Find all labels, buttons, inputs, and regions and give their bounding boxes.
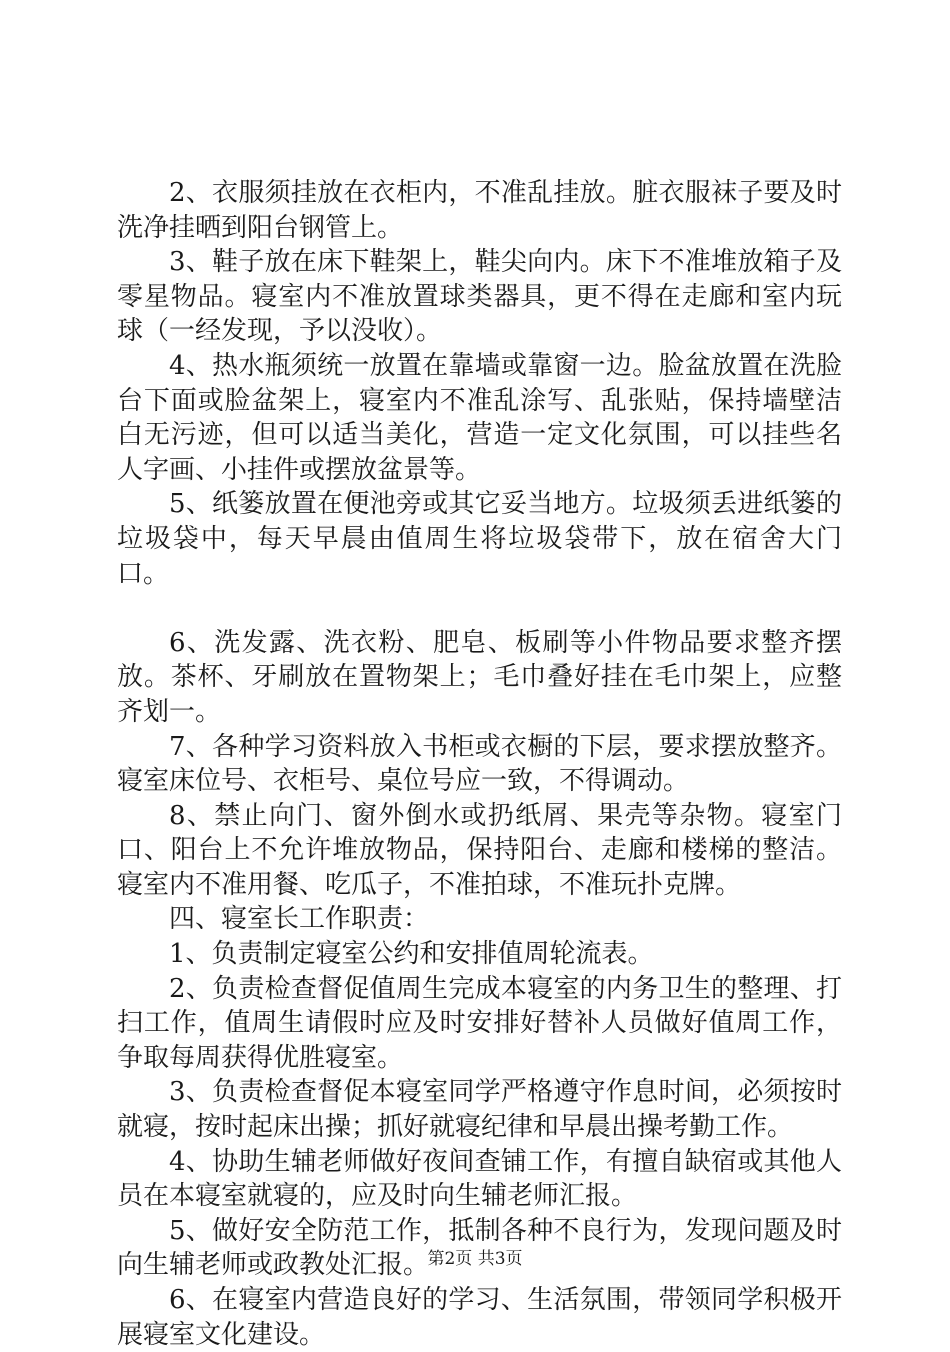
rule-item-6-toiletries: 6、洗发露、洗衣粉、肥皂、板刷等小件物品要求整齐摆放。茶杯、牙刷放在置物架上；毛巾叠好挂在毛巾架上，应整齐划一。 <box>117 627 842 727</box>
duty-item-4: 4、协助生辅老师做好夜间查铺工作，有擅自缺宿或其他人员在本寝室就寝的，应及时向生辅老师汇报。 <box>117 1146 842 1212</box>
duty-item-1: 1、负责制定寝室公约和安排值周轮流表。 <box>169 939 654 970</box>
section-heading-dorm-leader-duties: 四、寝室长工作职责： <box>169 904 430 935</box>
rule-item-4-thermos: 4、热水瓶须统一放置在靠墙或靠窗一边。脸盆放置在洗脸台下面或脸盆架上，寝室内不准乱涂写、乱张贴，保持墙壁洁白无污迹，但可以适当美化，营造一定文化氛围，可以挂些名人字画、小挂件或摆放盆景等。 <box>117 350 842 485</box>
duty-item-2: 2、负责检查督促值周生完成本寝室的内务卫生的整理、打扫工作，值周生请假时应及时安排好替补人员做好值周工作，争取每周获得优胜寝室。 <box>117 973 842 1073</box>
rule-item-7-study-materials: 7、各种学习资料放入书柜或衣橱的下层，要求摆放整齐。寝室床位号、衣柜号、桌位号应一致，不得调动。 <box>117 731 842 797</box>
rule-item-8-prohibitions: 8、禁止向门、窗外倒水或扔纸屑、果壳等杂物。寝室门口、阳台上不允许堆放物品，保持阳台、走廊和楼梯的整洁。寝室内不准用餐、吃瓜子，不准拍球，不准玩扑克牌。 <box>117 800 842 900</box>
duty-item-6: 6、在寝室内营造良好的学习、生活氛围，带领同学积极开展寝室文化建设。 <box>117 1285 842 1350</box>
document-body <box>117 176 842 1352</box>
duty-item-3: 3、负责检查督促本寝室同学严格遵守作息时间，必须按时就寝，按时起床出操；抓好就寝纪律和早晨出操考勤工作。 <box>117 1077 842 1143</box>
rule-item-3-shoes: 3、鞋子放在床下鞋架上，鞋尖向内。床下不准堆放箱子及零星物品。寝室内不准放置球类器具，更不得在走廊和室内玩球（一经发现，予以没收）。 <box>117 247 842 347</box>
page-number-footer: 第2页 共3页 <box>427 1249 523 1269</box>
rule-item-2-clothes: 2、衣服须挂放在衣柜内，不准乱挂放。脏衣服袜子要及时洗净挂晒到阳台钢管上。 <box>117 178 842 243</box>
rule-item-5-wastebasket: 5、纸篓放置在便池旁或其它妥当地方。垃圾须丢进纸篓的垃圾袋中，每天早晨由值周生将垃圾袋带下，放在宿舍大门口。 <box>117 489 842 589</box>
duty-item-5: 5、做好安全防范工作，抵制各种不良行为，发现问题及时向生辅老师或政教处汇报。 <box>117 1215 842 1281</box>
